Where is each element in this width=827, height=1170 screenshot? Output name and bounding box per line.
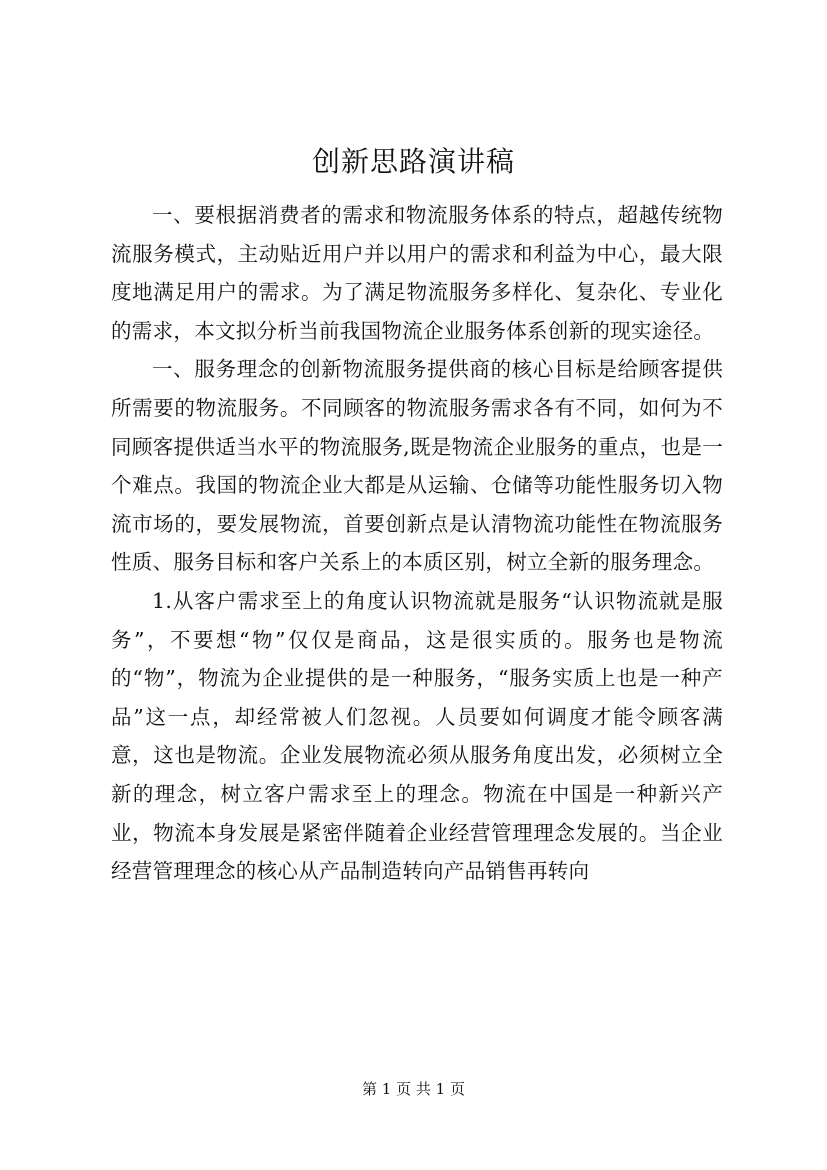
paragraph-intro: 一、要根据消费者的需求和物流服务体系的特点，超越传统物流服务模式，主动贴近用户并以用户的需求和利益为中心，最大限度地满足用户的需求。为了满足物流服务多样化、复杂化、专业化的需求，本文拟分析当前我国物流企业服务体系创新的现实途径。 [111,203,723,343]
page-footer: 第 1 页 共 1 页 [362,1080,465,1098]
document-body [111,196,723,891]
document-title: 创新思路演讲稿 [311,145,515,178]
paragraph-customer-demand: 1.从客户需求至上的角度认识物流就是服务“认识物流就是服务”，不要想“物”仅仅是商品，这是很实质的。服务也是物流的“物”，物流为企业提供的是一种服务，“服务实质上也是一种产品”这一点，却经常被人们忽视。人员要如何调度才能令顾客满意，这也是物流。企业发展物流必须从服务角度出发，必须树立全新的理念，树立客户需求至上的理念。物流在中国是一种新兴产业，物流本身发展是紧密伴随着企业经营管理理念发展的。当企业经营管理理念的核心从产品制造转向产品销售再转向 [111,588,723,884]
paragraph-service-concept: 一、服务理念的创新物流服务提供商的核心目标是给顾客提供所需要的物流服务。不同顾客的物流服务需求各有不同，如何为不同顾客提供适当水平的物流服务,既是物流企业服务的重点，也是一个难点。我国的物流企业大都是从运输、仓储等功能性服务切入物流市场的，要发展物流，首要创新点是认清物流功能性在物流服务性质、服务目标和客户关系上的本质区别，树立全新的服务理念。 [111,357,723,575]
